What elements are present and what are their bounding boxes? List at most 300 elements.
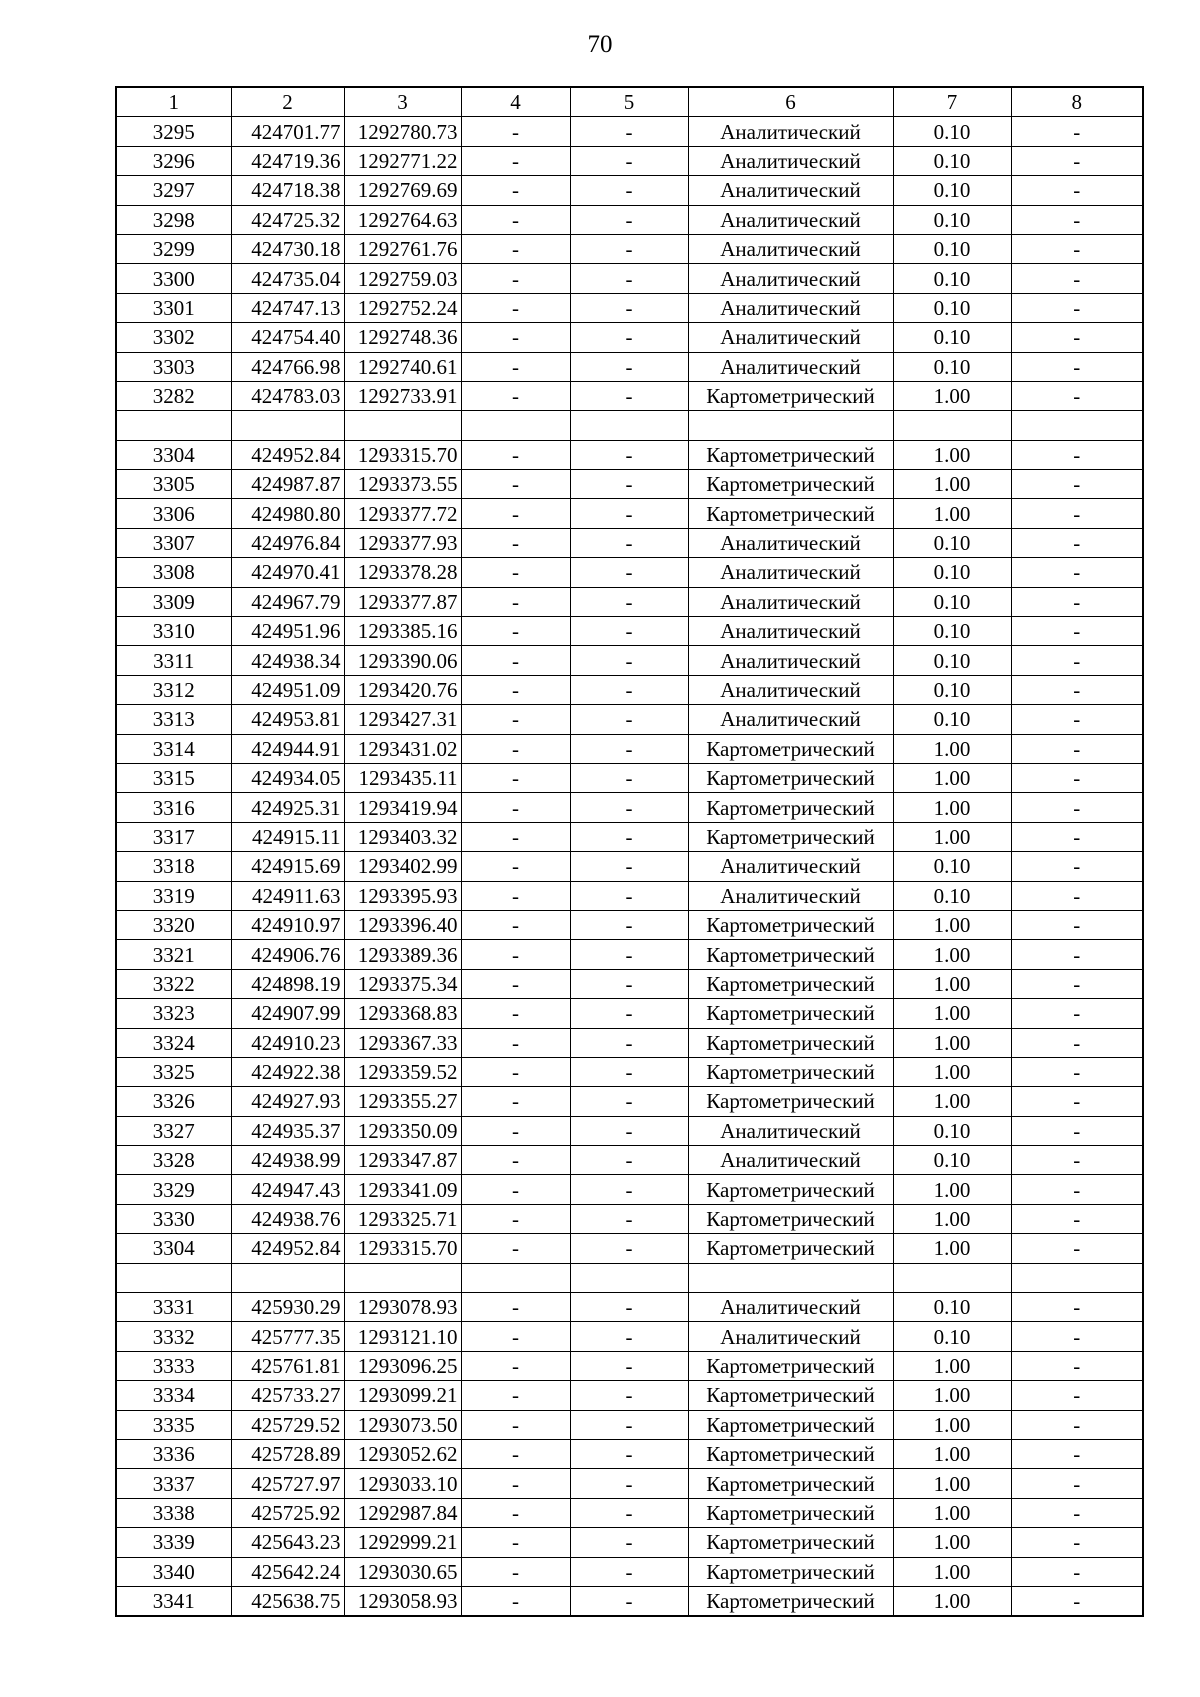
point-number-cell: 3329 (116, 1175, 231, 1204)
accuracy-cell: 1.00 (893, 1410, 1011, 1439)
accuracy-cell (893, 411, 1011, 440)
accuracy-cell: 0.10 (893, 881, 1011, 910)
y-coordinate-cell: 1292748.36 (344, 323, 461, 352)
method-cell (688, 1263, 893, 1292)
x-coordinate-cell: 424911.63 (231, 881, 344, 910)
table-row (116, 352, 1143, 381)
table-row (116, 470, 1143, 499)
accuracy-cell: 1.00 (893, 1439, 1011, 1468)
method-cell: Картометрический (688, 1557, 893, 1586)
column-8-cell: - (1011, 264, 1143, 293)
y-coordinate-cell: 1293385.16 (344, 617, 461, 646)
column-4-cell: - (461, 293, 570, 322)
accuracy-cell: 1.00 (893, 822, 1011, 851)
column-8-cell: - (1011, 1028, 1143, 1057)
column-8-cell: - (1011, 1469, 1143, 1498)
x-coordinate-cell: 424898.19 (231, 969, 344, 998)
column-5-cell: - (570, 646, 688, 675)
point-number-cell: 3315 (116, 763, 231, 792)
column-header: 8 (1011, 87, 1143, 117)
table-row (116, 323, 1143, 352)
table-row (116, 234, 1143, 263)
x-coordinate-cell: 424907.99 (231, 999, 344, 1028)
accuracy-cell: 1.00 (893, 1028, 1011, 1057)
y-coordinate-cell: 1293396.40 (344, 910, 461, 939)
accuracy-cell: 1.00 (893, 1175, 1011, 1204)
method-cell: Картометрический (688, 734, 893, 763)
table-row (116, 1498, 1143, 1527)
method-cell: Аналитический (688, 1322, 893, 1351)
method-cell: Картометрический (688, 381, 893, 410)
method-cell: Аналитический (688, 528, 893, 557)
point-number-cell: 3307 (116, 528, 231, 557)
y-coordinate-cell: 1293368.83 (344, 999, 461, 1028)
column-8-cell: - (1011, 1116, 1143, 1145)
point-number-cell: 3314 (116, 734, 231, 763)
method-cell: Картометрический (688, 1439, 893, 1468)
y-coordinate-cell: 1293377.93 (344, 528, 461, 557)
accuracy-cell: 0.10 (893, 1293, 1011, 1322)
point-number-cell: 3335 (116, 1410, 231, 1439)
point-number-cell: 3341 (116, 1586, 231, 1616)
column-5-cell: - (570, 1204, 688, 1233)
column-5-cell: - (570, 1469, 688, 1498)
column-4-cell: - (461, 470, 570, 499)
column-4-cell: - (461, 1146, 570, 1175)
column-8-cell: - (1011, 176, 1143, 205)
table-row (116, 940, 1143, 969)
x-coordinate-cell (231, 1263, 344, 1292)
y-coordinate-cell: 1293390.06 (344, 646, 461, 675)
y-coordinate-cell: 1293373.55 (344, 470, 461, 499)
y-coordinate-cell: 1293347.87 (344, 1146, 461, 1175)
x-coordinate-cell: 424953.81 (231, 705, 344, 734)
method-cell: Картометрический (688, 1028, 893, 1057)
column-5-cell: - (570, 881, 688, 910)
method-cell: Картометрический (688, 470, 893, 499)
method-cell: Картометрический (688, 1410, 893, 1439)
column-4-cell: - (461, 205, 570, 234)
y-coordinate-cell: 1293419.94 (344, 793, 461, 822)
table-row (116, 1351, 1143, 1380)
y-coordinate-cell: 1293099.21 (344, 1381, 461, 1410)
column-5-cell: - (570, 1146, 688, 1175)
column-4-cell: - (461, 264, 570, 293)
column-8-cell: - (1011, 1146, 1143, 1175)
table-row (116, 763, 1143, 792)
column-5-cell: - (570, 381, 688, 410)
y-coordinate-cell: 1292752.24 (344, 293, 461, 322)
column-5-cell: - (570, 793, 688, 822)
point-number-cell: 3328 (116, 1146, 231, 1175)
column-8-cell: - (1011, 1175, 1143, 1204)
accuracy-cell: 0.10 (893, 675, 1011, 704)
method-cell: Картометрический (688, 1469, 893, 1498)
column-5-cell: - (570, 705, 688, 734)
table-row (116, 146, 1143, 175)
column-4-cell: - (461, 793, 570, 822)
table-row (116, 1410, 1143, 1439)
y-coordinate-cell (344, 1263, 461, 1292)
table-row (116, 1116, 1143, 1145)
table-row (116, 646, 1143, 675)
column-8-cell: - (1011, 646, 1143, 675)
y-coordinate-cell: 1293052.62 (344, 1439, 461, 1468)
point-number-cell: 3330 (116, 1204, 231, 1233)
column-5-cell: - (570, 234, 688, 263)
table-row (116, 117, 1143, 146)
column-5-cell: - (570, 352, 688, 381)
column-8-cell: - (1011, 763, 1143, 792)
table-row (116, 205, 1143, 234)
point-number-cell: 3327 (116, 1116, 231, 1145)
point-number-cell: 3322 (116, 969, 231, 998)
x-coordinate-cell: 424725.32 (231, 205, 344, 234)
column-5-cell: - (570, 117, 688, 146)
method-cell: Картометрический (688, 793, 893, 822)
column-5-cell: - (570, 763, 688, 792)
accuracy-cell: 0.10 (893, 705, 1011, 734)
column-4-cell: - (461, 352, 570, 381)
accuracy-cell: 0.10 (893, 1322, 1011, 1351)
y-coordinate-cell: 1293096.25 (344, 1351, 461, 1380)
column-5-cell: - (570, 1322, 688, 1351)
column-4-cell: - (461, 528, 570, 557)
point-number-cell: 3321 (116, 940, 231, 969)
x-coordinate-cell: 424730.18 (231, 234, 344, 263)
column-4-cell: - (461, 1057, 570, 1086)
accuracy-cell: 0.10 (893, 587, 1011, 616)
method-cell: Аналитический (688, 617, 893, 646)
method-cell: Картометрический (688, 499, 893, 528)
column-5-cell: - (570, 999, 688, 1028)
column-5-cell: - (570, 617, 688, 646)
y-coordinate-cell: 1292733.91 (344, 381, 461, 410)
method-cell: Аналитический (688, 176, 893, 205)
y-coordinate-cell: 1293359.52 (344, 1057, 461, 1086)
accuracy-cell: 1.00 (893, 969, 1011, 998)
point-number-cell: 3317 (116, 822, 231, 851)
table-row (116, 1381, 1143, 1410)
column-4-cell: - (461, 763, 570, 792)
y-coordinate-cell: 1292780.73 (344, 117, 461, 146)
point-number-cell (116, 411, 231, 440)
point-number-cell: 3333 (116, 1351, 231, 1380)
coordinates-table (115, 86, 1144, 1617)
table-row (116, 1087, 1143, 1116)
x-coordinate-cell: 424951.96 (231, 617, 344, 646)
accuracy-cell: 1.00 (893, 1557, 1011, 1586)
x-coordinate-cell: 424938.99 (231, 1146, 344, 1175)
column-4-cell: - (461, 1381, 570, 1410)
column-5-cell: - (570, 1293, 688, 1322)
column-4-cell: - (461, 176, 570, 205)
method-cell: Картометрический (688, 1528, 893, 1557)
column-5-cell: - (570, 675, 688, 704)
x-coordinate-cell: 424925.31 (231, 793, 344, 822)
x-coordinate-cell: 425728.89 (231, 1439, 344, 1468)
column-5-cell: - (570, 1528, 688, 1557)
column-8-cell: - (1011, 1057, 1143, 1086)
column-4-cell: - (461, 1087, 570, 1116)
column-8-cell: - (1011, 969, 1143, 998)
accuracy-cell: 1.00 (893, 1381, 1011, 1410)
y-coordinate-cell: 1292764.63 (344, 205, 461, 234)
x-coordinate-cell: 424910.97 (231, 910, 344, 939)
column-4-cell: - (461, 1410, 570, 1439)
y-coordinate-cell: 1293403.32 (344, 822, 461, 851)
column-8-cell: - (1011, 1381, 1143, 1410)
x-coordinate-cell: 424701.77 (231, 117, 344, 146)
column-8-cell: - (1011, 1234, 1143, 1263)
accuracy-cell: 0.10 (893, 146, 1011, 175)
column-4-cell: - (461, 1439, 570, 1468)
column-5-cell: - (570, 146, 688, 175)
column-8-cell: - (1011, 323, 1143, 352)
column-4-cell: - (461, 734, 570, 763)
accuracy-cell: 0.10 (893, 852, 1011, 881)
x-coordinate-cell: 424910.23 (231, 1028, 344, 1057)
column-8-cell: - (1011, 234, 1143, 263)
column-4-cell: - (461, 440, 570, 469)
point-number-cell: 3299 (116, 234, 231, 263)
point-number-cell: 3311 (116, 646, 231, 675)
table-row (116, 793, 1143, 822)
table-body (116, 117, 1143, 1616)
accuracy-cell: 0.10 (893, 234, 1011, 263)
point-number-cell: 3332 (116, 1322, 231, 1351)
method-cell: Аналитический (688, 1293, 893, 1322)
accuracy-cell: 1.00 (893, 381, 1011, 410)
point-number-cell: 3326 (116, 1087, 231, 1116)
table-row (116, 822, 1143, 851)
table-row (116, 999, 1143, 1028)
point-number-cell: 3334 (116, 1381, 231, 1410)
accuracy-cell: 1.00 (893, 1528, 1011, 1557)
column-5-cell: - (570, 1234, 688, 1263)
x-coordinate-cell: 425930.29 (231, 1293, 344, 1322)
point-number-cell: 3304 (116, 440, 231, 469)
table-row (116, 499, 1143, 528)
accuracy-cell: 1.00 (893, 910, 1011, 939)
point-number-cell: 3295 (116, 117, 231, 146)
table-row (116, 969, 1143, 998)
accuracy-cell: 0.10 (893, 205, 1011, 234)
x-coordinate-cell: 424783.03 (231, 381, 344, 410)
x-coordinate-cell: 424927.93 (231, 1087, 344, 1116)
column-5-cell: - (570, 528, 688, 557)
point-number-cell: 3282 (116, 381, 231, 410)
method-cell: Картометрический (688, 440, 893, 469)
table-row (116, 1057, 1143, 1086)
method-cell: Картометрический (688, 940, 893, 969)
table-row (116, 1146, 1143, 1175)
x-coordinate-cell: 424980.80 (231, 499, 344, 528)
method-cell: Аналитический (688, 558, 893, 587)
y-coordinate-cell: 1293121.10 (344, 1322, 461, 1351)
column-4-cell: - (461, 705, 570, 734)
method-cell: Аналитический (688, 146, 893, 175)
point-number-cell (116, 1263, 231, 1292)
y-coordinate-cell: 1293431.02 (344, 734, 461, 763)
x-coordinate-cell: 424952.84 (231, 1234, 344, 1263)
point-number-cell: 3325 (116, 1057, 231, 1086)
x-coordinate-cell: 425733.27 (231, 1381, 344, 1410)
column-8-cell: - (1011, 499, 1143, 528)
method-cell: Аналитический (688, 646, 893, 675)
point-number-cell: 3323 (116, 999, 231, 1028)
column-8-cell: - (1011, 117, 1143, 146)
column-5-cell: - (570, 440, 688, 469)
y-coordinate-cell: 1293375.34 (344, 969, 461, 998)
column-5-cell: - (570, 1498, 688, 1527)
column-8-cell: - (1011, 146, 1143, 175)
column-8-cell: - (1011, 470, 1143, 499)
column-5-cell: - (570, 734, 688, 763)
column-4-cell: - (461, 822, 570, 851)
table-row (116, 1028, 1143, 1057)
x-coordinate-cell: 425777.35 (231, 1322, 344, 1351)
method-cell: Аналитический (688, 352, 893, 381)
column-8-cell: - (1011, 940, 1143, 969)
method-cell: Картометрический (688, 1381, 893, 1410)
accuracy-cell: 0.10 (893, 323, 1011, 352)
point-number-cell: 3319 (116, 881, 231, 910)
x-coordinate-cell: 424906.76 (231, 940, 344, 969)
y-coordinate-cell: 1293033.10 (344, 1469, 461, 1498)
column-4-cell: - (461, 146, 570, 175)
table-row (116, 734, 1143, 763)
point-number-cell: 3338 (116, 1498, 231, 1527)
column-4-cell (461, 1263, 570, 1292)
column-8-cell: - (1011, 617, 1143, 646)
column-4-cell: - (461, 940, 570, 969)
table-row (116, 1204, 1143, 1233)
column-5-cell: - (570, 822, 688, 851)
column-5-cell: - (570, 1175, 688, 1204)
column-8-cell: - (1011, 881, 1143, 910)
column-8-cell: - (1011, 1351, 1143, 1380)
accuracy-cell: 1.00 (893, 763, 1011, 792)
column-8-cell: - (1011, 205, 1143, 234)
point-number-cell: 3298 (116, 205, 231, 234)
column-5-cell: - (570, 1351, 688, 1380)
table-row (116, 1439, 1143, 1468)
accuracy-cell: 1.00 (893, 1057, 1011, 1086)
y-coordinate-cell: 1292987.84 (344, 1498, 461, 1527)
point-number-cell: 3305 (116, 470, 231, 499)
method-cell: Картометрический (688, 1586, 893, 1616)
method-cell: Картометрический (688, 763, 893, 792)
point-number-cell: 3296 (116, 146, 231, 175)
column-5-cell: - (570, 499, 688, 528)
accuracy-cell: 0.10 (893, 1146, 1011, 1175)
point-number-cell: 3312 (116, 675, 231, 704)
column-5-cell: - (570, 910, 688, 939)
y-coordinate-cell: 1293402.99 (344, 852, 461, 881)
column-4-cell: - (461, 1234, 570, 1263)
column-5-cell (570, 411, 688, 440)
y-coordinate-cell: 1293058.93 (344, 1586, 461, 1616)
accuracy-cell: 1.00 (893, 1234, 1011, 1263)
table-row (116, 1175, 1143, 1204)
column-8-cell: - (1011, 1204, 1143, 1233)
x-coordinate-cell: 424719.36 (231, 146, 344, 175)
accuracy-cell: 1.00 (893, 1204, 1011, 1233)
column-4-cell: - (461, 1557, 570, 1586)
y-coordinate-cell: 1292999.21 (344, 1528, 461, 1557)
column-8-cell: - (1011, 1293, 1143, 1322)
accuracy-cell: 1.00 (893, 734, 1011, 763)
point-number-cell: 3309 (116, 587, 231, 616)
y-coordinate-cell: 1293073.50 (344, 1410, 461, 1439)
method-cell: Картометрический (688, 822, 893, 851)
table-row (116, 1322, 1143, 1351)
separator-row (116, 1263, 1143, 1292)
column-8-cell: - (1011, 734, 1143, 763)
y-coordinate-cell: 1293030.65 (344, 1557, 461, 1586)
accuracy-cell: 0.10 (893, 558, 1011, 587)
column-5-cell: - (570, 176, 688, 205)
column-8-cell: - (1011, 675, 1143, 704)
column-4-cell: - (461, 1175, 570, 1204)
column-header: 2 (231, 87, 344, 117)
column-4-cell (461, 411, 570, 440)
column-5-cell: - (570, 1410, 688, 1439)
column-4-cell: - (461, 587, 570, 616)
y-coordinate-cell: 1293435.11 (344, 763, 461, 792)
x-coordinate-cell: 424766.98 (231, 352, 344, 381)
x-coordinate-cell: 425638.75 (231, 1586, 344, 1616)
column-8-cell: - (1011, 440, 1143, 469)
x-coordinate-cell: 424938.76 (231, 1204, 344, 1233)
point-number-cell: 3324 (116, 1028, 231, 1057)
column-5-cell: - (570, 1586, 688, 1616)
table-row (116, 381, 1143, 410)
y-coordinate-cell: 1293367.33 (344, 1028, 461, 1057)
point-number-cell: 3313 (116, 705, 231, 734)
column-header: 5 (570, 87, 688, 117)
method-cell: Аналитический (688, 205, 893, 234)
method-cell: Аналитический (688, 264, 893, 293)
accuracy-cell: 0.10 (893, 293, 1011, 322)
column-4-cell: - (461, 558, 570, 587)
table-row (116, 293, 1143, 322)
column-header: 4 (461, 87, 570, 117)
column-5-cell: - (570, 1116, 688, 1145)
column-5-cell: - (570, 969, 688, 998)
accuracy-cell (893, 1263, 1011, 1292)
method-cell: Картометрический (688, 1234, 893, 1263)
x-coordinate-cell: 425761.81 (231, 1351, 344, 1380)
column-5-cell: - (570, 852, 688, 881)
table-row (116, 705, 1143, 734)
y-coordinate-cell: 1292761.76 (344, 234, 461, 263)
point-number-cell: 3301 (116, 293, 231, 322)
column-8-cell: - (1011, 1528, 1143, 1557)
point-number-cell: 3331 (116, 1293, 231, 1322)
point-number-cell: 3310 (116, 617, 231, 646)
column-5-cell: - (570, 323, 688, 352)
column-8-cell: - (1011, 293, 1143, 322)
table-row (116, 1528, 1143, 1557)
accuracy-cell: 0.10 (893, 528, 1011, 557)
column-8-cell: - (1011, 999, 1143, 1028)
x-coordinate-cell: 424922.38 (231, 1057, 344, 1086)
method-cell: Аналитический (688, 705, 893, 734)
point-number-cell: 3303 (116, 352, 231, 381)
column-8-cell: - (1011, 1439, 1143, 1468)
